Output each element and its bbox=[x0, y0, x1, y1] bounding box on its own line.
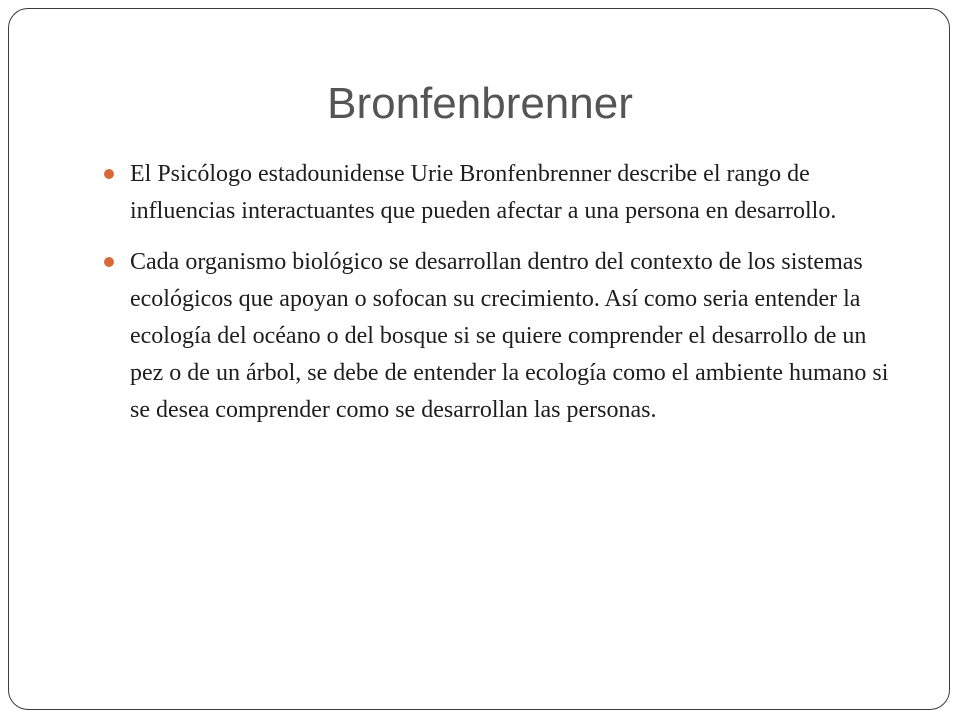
bullet-item bbox=[100, 156, 890, 230]
bullet-text: El Psicólogo estadounidense Urie Bronfenbrenner describe el rango de influencias interactuantes que pueden afectar a una persona en desarrollo. bbox=[130, 161, 837, 224]
bullet-dot-icon bbox=[104, 257, 114, 267]
bullet-dot-icon bbox=[104, 169, 114, 179]
bullet-list bbox=[100, 156, 890, 443]
bullet-item bbox=[100, 244, 890, 429]
bullet-text: Cada organismo biológico se desarrollan dentro del contexto de los sistemas ecológicos que apoyan o sofocan su crecimiento. Así como seria entender la ecología del océano o del bosque si se quiere comprender el desarrollo de un pez o de un árbol, se debe de entender la ecología como el ambiente humano si se desea comprender como se desarrollan las personas. bbox=[130, 249, 889, 423]
slide-title: Bronfenbrenner bbox=[327, 79, 633, 128]
